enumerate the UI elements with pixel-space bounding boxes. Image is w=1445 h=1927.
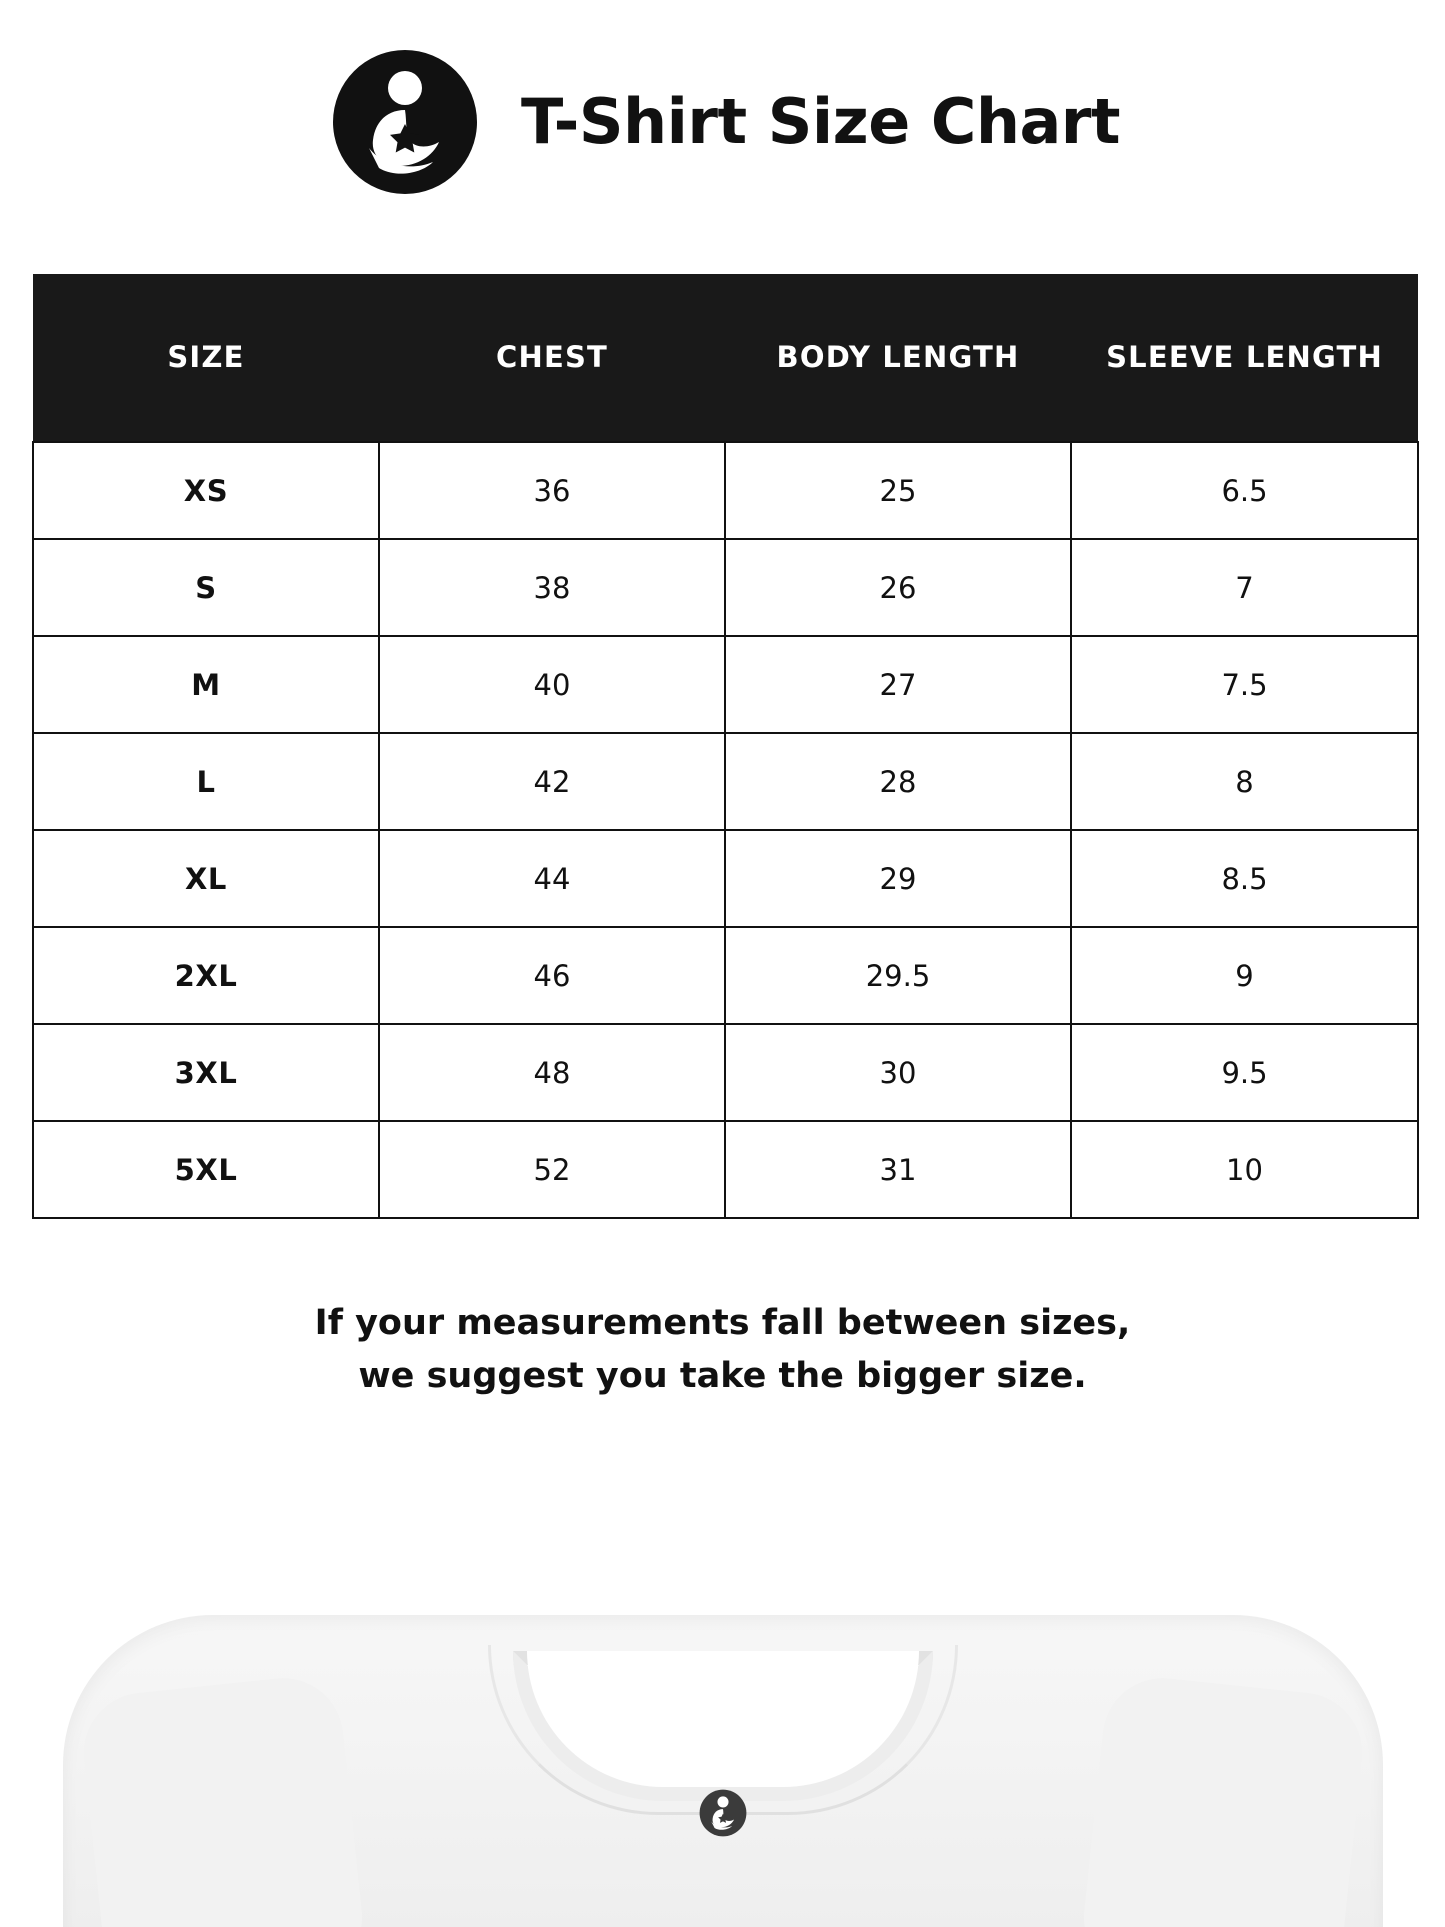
table-row xyxy=(33,539,1418,636)
cell-body-length: 29.5 xyxy=(725,927,1071,1024)
table-header-row xyxy=(33,274,1418,442)
table-row xyxy=(33,1121,1418,1218)
cell-sleeve-length: 8 xyxy=(1071,733,1418,830)
cell-body-length: 27 xyxy=(725,636,1071,733)
sizing-note-line-2: we suggest you take the bigger size. xyxy=(358,1355,1087,1396)
table-row xyxy=(33,830,1418,927)
cell-chest: 40 xyxy=(379,636,725,733)
cell-size: 3XL xyxy=(33,1024,379,1121)
cell-chest: 44 xyxy=(379,830,725,927)
cell-chest: 48 xyxy=(379,1024,725,1121)
sizing-note-line-1: If your measurements fall between sizes, xyxy=(314,1303,1131,1343)
page-header xyxy=(0,0,1445,212)
table-row xyxy=(33,1024,1418,1121)
cell-body-length: 26 xyxy=(725,539,1071,636)
table-row xyxy=(33,442,1418,539)
tshirt-body xyxy=(63,1615,1383,1927)
cell-chest: 38 xyxy=(379,539,725,636)
cell-size: M xyxy=(33,636,379,733)
cell-chest: 36 xyxy=(379,442,725,539)
cell-sleeve-length: 9.5 xyxy=(1071,1024,1418,1121)
person-in-circle-logo-icon xyxy=(697,1787,749,1839)
tshirt-collar-inner xyxy=(527,1651,919,1771)
cell-sleeve-length: 9 xyxy=(1071,927,1418,1024)
cell-sleeve-length: 6.5 xyxy=(1071,442,1418,539)
column-header-sleeve-length: SLEEVE LENGTH xyxy=(1071,274,1418,442)
cell-size: 2XL xyxy=(33,927,379,1024)
cell-size: S xyxy=(33,539,379,636)
cell-body-length: 25 xyxy=(725,442,1071,539)
cell-size: 5XL xyxy=(33,1121,379,1218)
cell-body-length: 30 xyxy=(725,1024,1071,1121)
cell-chest: 42 xyxy=(379,733,725,830)
cell-size: XS xyxy=(33,442,379,539)
tshirt-shoulder-right xyxy=(1078,1672,1368,1927)
cell-sleeve-length: 7 xyxy=(1071,539,1418,636)
cell-sleeve-length: 8.5 xyxy=(1071,830,1418,927)
cell-body-length: 31 xyxy=(725,1121,1071,1218)
cell-body-length: 29 xyxy=(725,830,1071,927)
size-chart-table-wrapper xyxy=(32,274,1413,1219)
table-row xyxy=(33,636,1418,733)
person-in-circle-logo-icon xyxy=(325,42,485,202)
table-row xyxy=(33,927,1418,1024)
cell-sleeve-length: 7.5 xyxy=(1071,636,1418,733)
cell-sleeve-length: 10 xyxy=(1071,1121,1418,1218)
sizing-note xyxy=(0,1297,1445,1402)
cell-chest: 52 xyxy=(379,1121,725,1218)
column-header-body-length: BODY LENGTH xyxy=(725,274,1071,442)
cell-body-length: 28 xyxy=(725,733,1071,830)
column-header-chest: CHEST xyxy=(379,274,725,442)
table-row xyxy=(33,733,1418,830)
table-body xyxy=(33,442,1418,1218)
tshirt-photo xyxy=(0,1567,1445,1927)
column-header-size: SIZE xyxy=(33,274,379,442)
table-header xyxy=(33,274,1418,442)
size-chart-table xyxy=(32,274,1419,1219)
cell-size: L xyxy=(33,733,379,830)
page-title: T-Shirt Size Chart xyxy=(520,84,1121,158)
cell-size: XL xyxy=(33,830,379,927)
cell-chest: 46 xyxy=(379,927,725,1024)
tshirt-shoulder-left xyxy=(78,1672,368,1927)
